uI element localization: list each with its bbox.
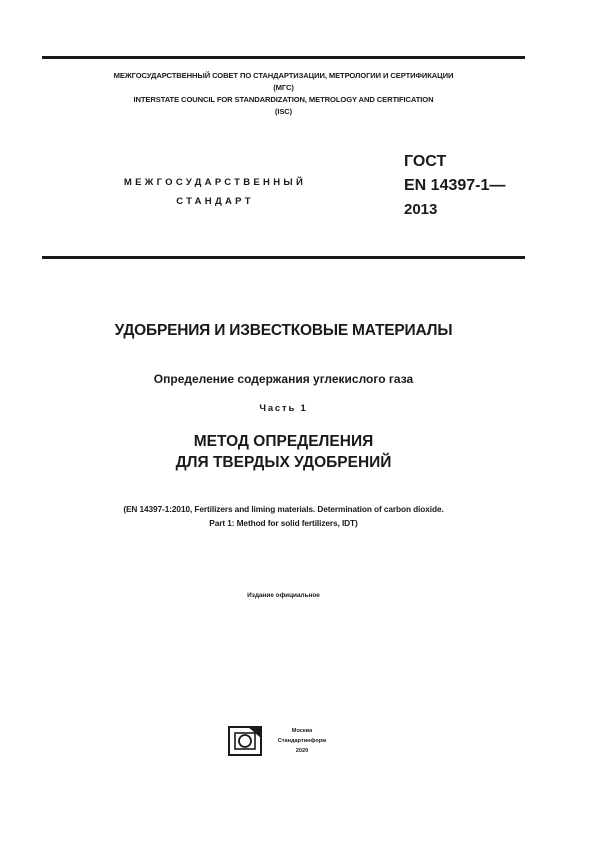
reference-line2: Part 1: Method for solid fertilizers, IDT) bbox=[209, 518, 358, 528]
standard-designation bbox=[404, 150, 505, 222]
method-title bbox=[42, 431, 525, 473]
designation-prefix: ГОСТ bbox=[404, 153, 447, 170]
standard-type-line2: СТАНДАРТ bbox=[176, 196, 254, 207]
standard-type-line1: МЕЖГОСУДАРСТВЕННЫЙ bbox=[123, 177, 307, 188]
official-edition-label: Издание официальное bbox=[247, 592, 320, 599]
standard-type bbox=[95, 173, 335, 211]
publisher-name: Стандартинформ bbox=[277, 738, 327, 744]
council-header bbox=[42, 70, 525, 118]
council-name-en: INTERSTATE COUNCIL FOR STANDARDIZATION, METROLOGY AND CERTIFICATION bbox=[133, 95, 434, 104]
council-abbr-en: (ISC) bbox=[274, 107, 293, 116]
publisher-year: 2020 bbox=[295, 748, 309, 754]
publisher-info bbox=[270, 726, 334, 756]
part-number: Часть 1 bbox=[259, 403, 308, 414]
document-subtitle: Определение содержания углекислого газа bbox=[153, 372, 414, 386]
document-title: УДОБРЕНИЯ И ИЗВЕСТКОВЫЕ МАТЕРИАЛЫ bbox=[114, 322, 453, 339]
method-title-line1: МЕТОД ОПРЕДЕЛЕНИЯ bbox=[193, 433, 374, 450]
publisher-city: Москва bbox=[291, 728, 313, 734]
council-name-ru: МЕЖГОСУДАРСТВЕННЫЙ СОВЕТ ПО СТАНДАРТИЗАЦИИ, МЕТРОЛОГИИ И СЕРТИФИКАЦИИ bbox=[113, 71, 454, 80]
middle-rule bbox=[42, 256, 525, 259]
method-title-line2: ДЛЯ ТВЕРДЫХ УДОБРЕНИЙ bbox=[175, 454, 392, 471]
council-abbr-ru: (МГС) bbox=[273, 83, 294, 92]
reference-standard bbox=[42, 502, 525, 530]
designation-number: EN 14397-1— bbox=[404, 177, 506, 194]
designation-year: 2013 bbox=[404, 201, 438, 218]
standartinform-logo-icon bbox=[228, 726, 262, 756]
top-rule bbox=[42, 56, 525, 59]
reference-line1: (EN 14397-1:2010, Fertilizers and liming materials. Determination of carbon dioxide. bbox=[123, 504, 444, 514]
